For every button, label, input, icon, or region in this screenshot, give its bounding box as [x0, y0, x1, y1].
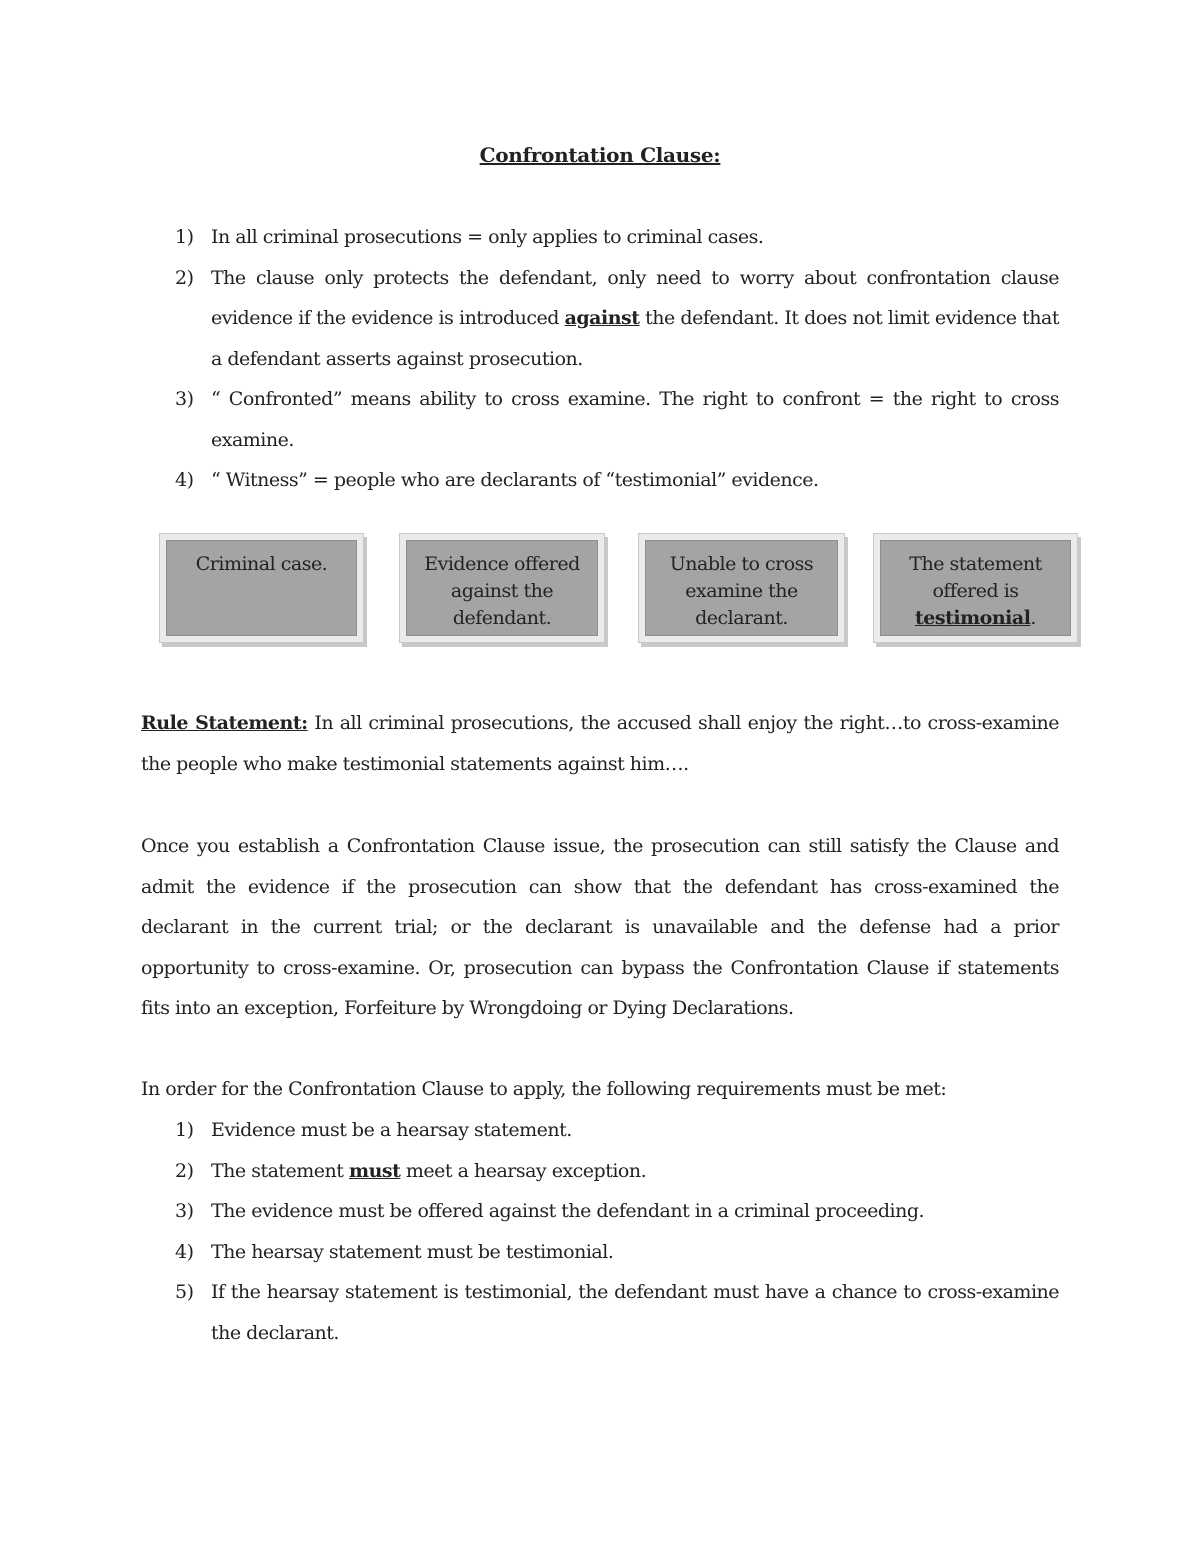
list-number: 4): [175, 469, 194, 491]
list-item-text: [211, 1151, 1059, 1192]
box-label: Evidence offered against the defendant.: [406, 540, 598, 636]
rule-statement: [141, 703, 1059, 784]
list-item: [0, 1232, 1200, 1273]
requirements-diagram: [0, 533, 1200, 648]
rule-text: In all criminal prosecutions, the accused shall enjoy the right…to cross-examine the people who make testimonial statements against him….: [141, 712, 1060, 775]
list-number: 4): [175, 1240, 194, 1263]
list-number: 2): [175, 1159, 194, 1182]
list-number: 1): [175, 226, 194, 248]
once-paragraph: Once you establish a Confrontation Clause issue, the prosecution can still satisfy the Clause and admit the evidence if the prosecution can show that the defendant has cross-examined the declarant in the current trial; or the declarant is unavailable and the defense had a prior opportunity to cross-examine. Or, prosecution can bypass the Confrontation Clause if statements fits into an exception, Forfeiture by Wrongdoing or Dying Declarations.: [141, 835, 1059, 1019]
list-number: 3): [175, 1200, 194, 1222]
page-title: Confrontation Clause:: [479, 143, 721, 167]
list-item: [0, 1151, 1200, 1192]
emphasis-must: must: [348, 1159, 401, 1182]
requirement-box-unable-cross-examine: [638, 533, 845, 643]
list-number: 5): [175, 1281, 194, 1303]
list-item-text: The evidence must be offered against the defendant in a criminal proceeding.: [211, 1200, 925, 1222]
emphasis-against: against: [564, 307, 640, 329]
numbered-list-clause: [0, 217, 1200, 501]
box-label: [880, 540, 1071, 636]
text-segment: .: [1030, 607, 1036, 629]
numbered-list-requirements: [0, 1110, 1200, 1353]
emphasis-testimonial: testimonial: [915, 607, 1031, 629]
order-intro: In order for the Confrontation Clause to apply, the following requirements must be met:: [141, 1078, 947, 1100]
list-number: 1): [175, 1119, 194, 1141]
requirement-box-evidence-against: [399, 533, 605, 643]
list-item: [0, 1110, 1200, 1151]
list-item-text: If the hearsay statement is testimonial, the defendant must have a chance to cross-examine the declarant.: [211, 1281, 1059, 1344]
box-label: Criminal case.: [166, 540, 357, 636]
requirement-box-testimonial: [873, 533, 1078, 643]
requirement-box-criminal-case: [159, 533, 364, 643]
list-item: [0, 379, 1200, 460]
list-item-text: Evidence must be a hearsay statement.: [211, 1119, 572, 1141]
text-segment: The clause only protects the defendant, only need to worry about confrontation clause evidence if the evidence is introduced: [211, 266, 1059, 329]
list-item-text: In all criminal prosecutions = only applies to criminal cases.: [211, 226, 764, 248]
text-segment: the defendant. It does not limit evidence that a defendant asserts against prosecution.: [211, 307, 1059, 370]
list-item-text: [211, 258, 1059, 380]
list-item: [0, 217, 1200, 258]
list-item-text: “ Witness” = people who are declarants of “testimonial” evidence.: [211, 469, 819, 491]
list-item: [0, 460, 1200, 501]
list-number: 2): [175, 266, 194, 289]
list-number: 3): [175, 388, 194, 410]
rule-label: Rule Statement:: [141, 712, 308, 734]
text-segment: meet a hearsay exception.: [400, 1159, 647, 1182]
box-label: Unable to cross examine the declarant.: [645, 540, 838, 636]
list-item: [0, 1191, 1200, 1232]
text-segment: The statement: [211, 1159, 349, 1182]
text-segment: The statement offered is: [909, 553, 1042, 602]
list-item-text: “ Confronted” means ability to cross examine. The right to confront = the right to cross examine.: [211, 388, 1059, 451]
list-item: [0, 258, 1200, 380]
list-item: [0, 1272, 1200, 1353]
list-item-text: The hearsay statement must be testimonial.: [211, 1240, 614, 1263]
